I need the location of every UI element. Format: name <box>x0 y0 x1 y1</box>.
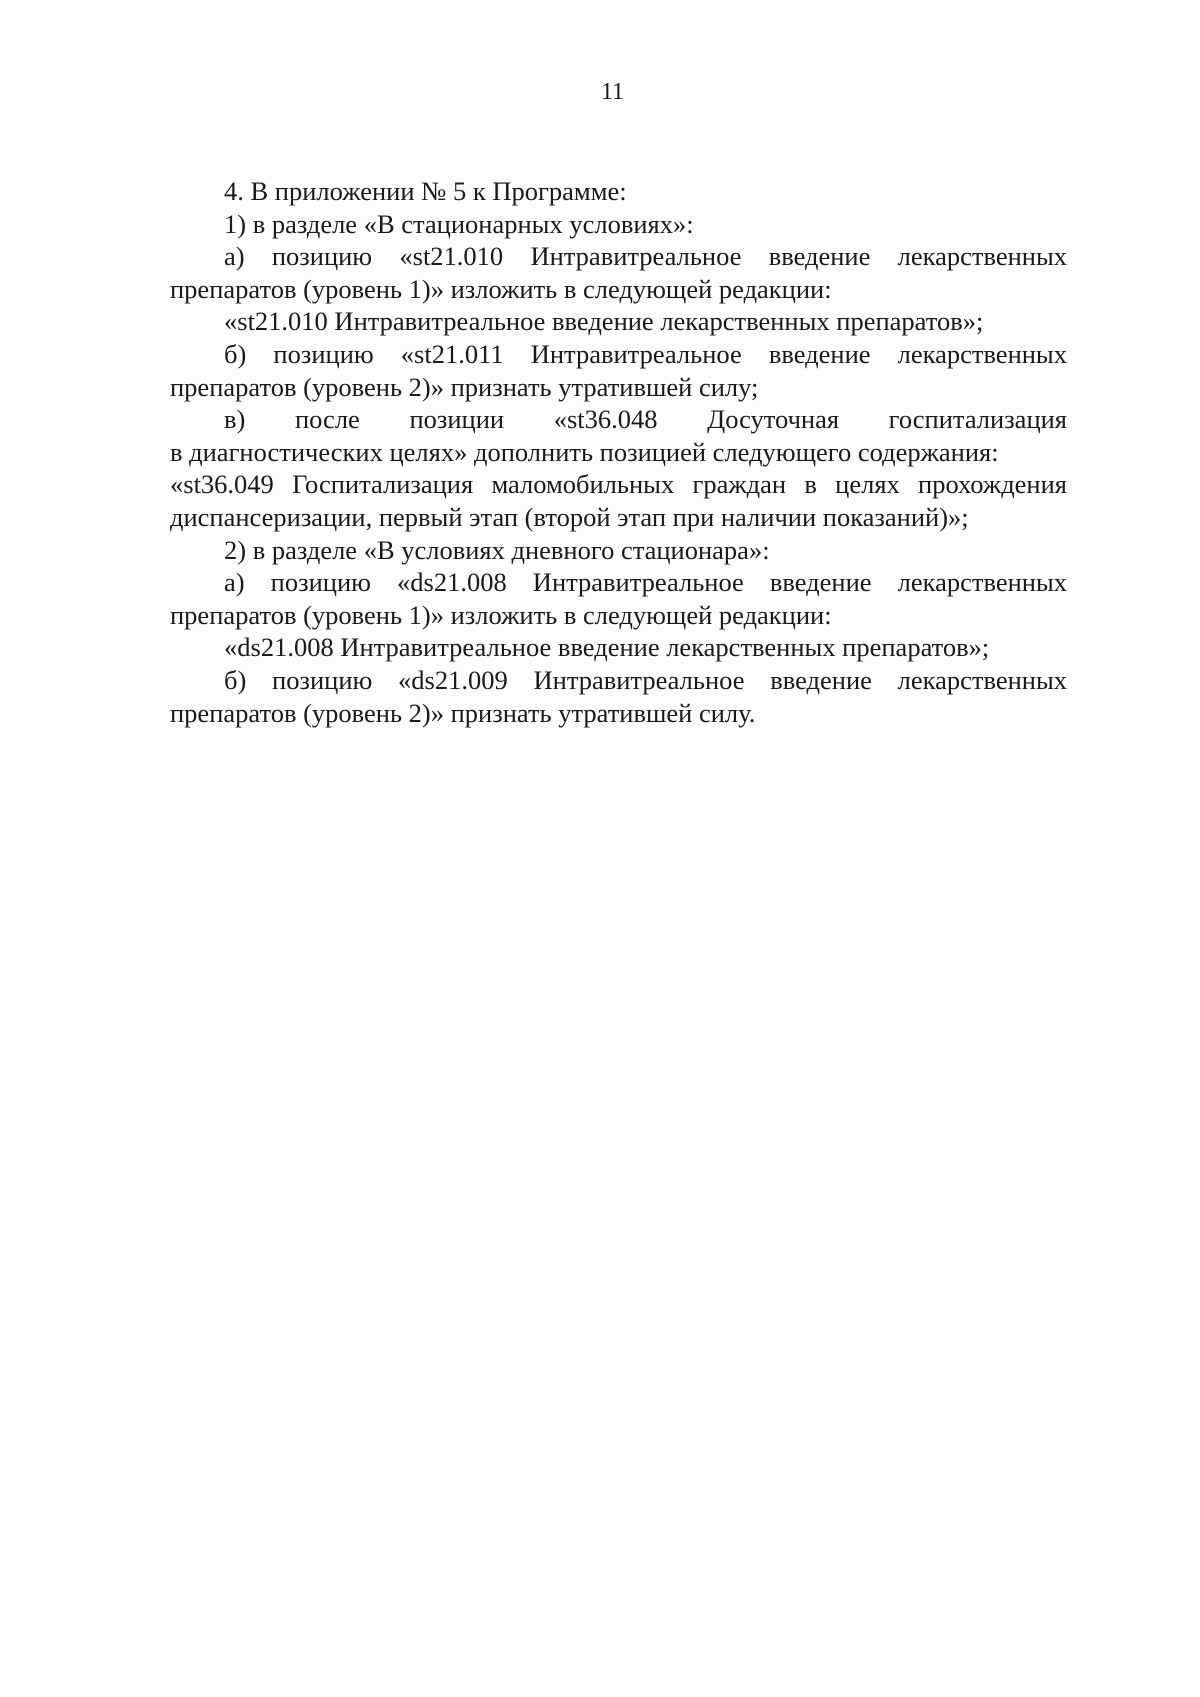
clause-v-line-4: диспансеризации, первый этап (второй этап при наличии показаний)»; <box>170 501 969 532</box>
item-4-heading: 4. В приложении № 5 к Программе: <box>224 176 627 206</box>
clause-a2-new-text: «ds21.008 Интравитреальное введение лекарственных препаратов»; <box>224 632 990 663</box>
clause-b2-line-1: б) позицию «ds21.009 Интравитреальное введение лекарственных <box>224 664 1067 695</box>
subitem-1-heading: 1) в разделе «В стационарных условиях»: <box>224 208 694 239</box>
clause-a-new-text: «st21.010 Интравитреальное введение лекарственных препаратов»; <box>224 306 984 337</box>
clause-a-line-2: препаратов (уровень 1)» изложить в следующей редакции: <box>170 273 832 304</box>
clause-a2-line-2: препаратов (уровень 1)» изложить в следующей редакции: <box>170 599 832 630</box>
document-body <box>170 175 1067 729</box>
clause-v-line-1: в) после позиции «st36.048 Досуточная госпитализация <box>224 404 1067 435</box>
clause-b2-line-2: препаратов (уровень 2)» признать утратившей силу. <box>170 697 756 728</box>
page-number: 11 <box>600 79 625 105</box>
clause-b-line-2: препаратов (уровень 2)» признать утратившей силу; <box>170 371 759 402</box>
clause-a2-line-1: а) позицию «ds21.008 Интравитреальное введение лекарственных <box>224 567 1067 598</box>
subitem-2-heading: 2) в разделе «В условиях дневного стационара»: <box>224 534 770 565</box>
clause-b-line-1: б) позицию «st21.011 Интравитреальное введение лекарственных <box>224 338 1067 369</box>
clause-v-line-2: в диагностических целях» дополнить позицией следующего содержания: <box>170 436 999 467</box>
clause-a-line-1: а) позицию «st21.010 Интравитреальное введение лекарственных <box>224 241 1067 272</box>
clause-v-line-3: «st36.049 Госпитализация маломобильных граждан в целях прохождения <box>170 469 1067 500</box>
